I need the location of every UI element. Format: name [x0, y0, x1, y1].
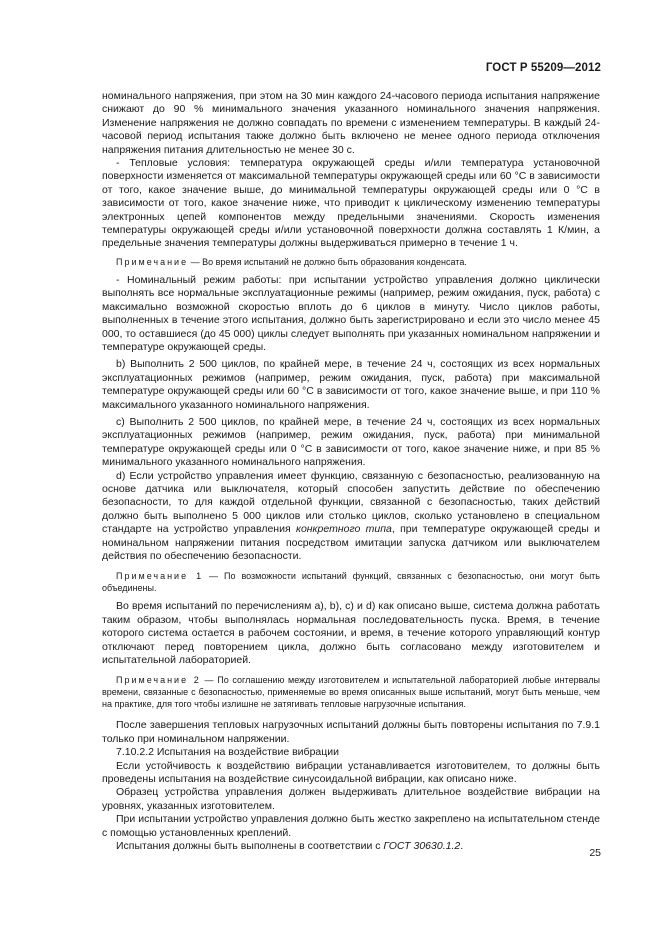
paragraph-thermal-conditions: - Тепловые условия: температура окружающей среды и/или температура установочной поверхности изменяется от максимальной температуры окружающей среды или 60 °C в зависимости от того, какое значение выше, до минимальной температуры окружающей среды или 0 °C в зависимости от того, какое значение ниже, что приводит к циклическому изменению температуры электронных цепей компонентов между предельными значениями. Скорость изменения температуры окружающей среды и/или установочной поверхности должна составлять 1 К/мин, а предельные значения температуры должны выдерживаться примерно в течение 1 ч.: [102, 157, 600, 250]
section-heading-vibration: 7.10.2.2 Испытания на воздействие вибрации: [116, 746, 339, 759]
document-code: ГОСТ Р 55209—2012: [485, 62, 601, 74]
paragraph-vibration-3: При испытании устройство управления должно быть жестко закреплено на испытательном стенде с помощью установленных креплений.: [102, 813, 600, 839]
paragraph-vibration-4: [102, 840, 600, 853]
note-2: [102, 674, 600, 710]
paragraph-test-sequence: Во время испытаний по перечислениям a), b), c) и d) как описано выше, система должна работать таким образом, чтобы выполнялась нормальная последовательность пуска. Время, в течение которого система остается в рабочем состоянии, и время, в течение которого управляющий контур отключают перед повторением цикла, должно быть согласовано между изготовителем и испытательной лабораторией.: [102, 600, 600, 667]
note-label: Примечание: [116, 256, 189, 267]
standard-ref-end: .: [460, 840, 464, 853]
paragraph-item-b: b) Выполнить 2 500 циклов, по крайней мере, в течение 24 ч, состоящих из всех нормальных эксплуатационных режимов (например, режим ожидания, пуск, работа) при максимальной температуре окружающей среды или 60 °C в зависимости от того, какое значение выше, и при 110 % максимального указанного номинального напряжения.: [102, 358, 600, 411]
paragraph-item-d: [102, 470, 600, 564]
paragraph-vibration-2: Образец устройства управления должен выдерживать длительное воздействие вибрации на уровнях, указанных изготовителем.: [102, 786, 600, 812]
paragraph-voltage-continuation: номинального напряжения, при этом на 30 мин каждого 24-часового периода испытания напряжение снижают до 90 % минимального значения указанного номинального значения напряжения. Изменение напряжения не должно совпадать по времени с изменением температуры. В каждый 24-часовой период испытания также должно быть включено не менее одного периода отключения напряжения питания длительностью не менее 30 с.: [102, 90, 600, 156]
standard-ref-italic: ГОСТ 30630.1.2: [383, 840, 461, 853]
item-d-italic-text: конкретного типа: [295, 523, 392, 536]
note-2-text: — По соглашению между изготовителем и испытательной лабораторией любые интервалы времени, связанные с безопасностью, применяемые во время описанных выше испытаний, могут быть меньше, чем на практике, для того чтобы излишне не затягивать тепловые нагрузочные испытания.: [102, 675, 600, 710]
page-number: 25: [589, 847, 601, 859]
paragraph-after-thermal: После завершения тепловых нагрузочных испытаний должны быть повторены испытания по 7.9.1 только при номинальном напряжении.: [102, 719, 600, 745]
item-d-text-start: d) Если устройство управления имеет функцию, связанную с безопасностью, реализованную на основе датчика или выключателя, который способен запустить действие по обеспечению безопасности, то для каждой отдельной функции, связанной с безопасностью, таких действий должно быть выполнено 5 000 циклов или столько циклов, сколько установлено в специальном стандарте на устройство управления: [102, 469, 600, 536]
note-text: — Во время испытаний не должно быть образования конденсата.: [188, 256, 467, 267]
paragraph-vibration-1: Если устойчивость к воздействию вибрации устанавливается изготовителем, то должны быть проведены испытания на воздействие синусоидальной вибрации, как описано ниже.: [102, 759, 600, 786]
item-d-text-end: , при температуре окружающей среды и номинальном напряжении питания посредством имитации запуска датчиком или выключателем действия по обеспечению безопасности.: [102, 523, 600, 562]
paragraph-nominal-mode: - Номинальный режим работы: при испытании устройство управления должно циклически выполнять все нормальные эксплуатационные режимы (например, режим ожидания, пуск, работа) с максимально возможной скоростью вплоть до 6 циклов в минуту. Число циклов работы, выполненных в течение этого испытания, должно быть зарегистрировано и если это число менее 45 000, то оставшиеся (до 45 000) циклы следует выполнять при указанных номинальном напряжении и температуре окружающей среды.: [102, 273, 600, 353]
note-2-label: Примечание 2: [116, 675, 201, 686]
note-condensation: [102, 256, 600, 268]
note-1: [102, 570, 600, 594]
note-1-text: — По возможности испытаний функций, связанных с безопасностью, они могут быть объединены.: [102, 571, 600, 594]
note-1-label: Примечание 1: [116, 571, 204, 582]
standard-ref-start: Испытания должны быть выполнены в соответствии с: [116, 840, 384, 853]
paragraph-item-c: c) Выполнить 2 500 циклов, по крайней мере, в течение 24 ч, состоящих из всех нормальных эксплуатационных режимов (например, режим ожидания, пуск, работа) при минимальной температуре окружающей среды или 0 °C в зависимости от того, какое значение ниже, и при 85 % минимального указанного номинального напряжения.: [102, 415, 600, 469]
document-body: [102, 90, 600, 854]
